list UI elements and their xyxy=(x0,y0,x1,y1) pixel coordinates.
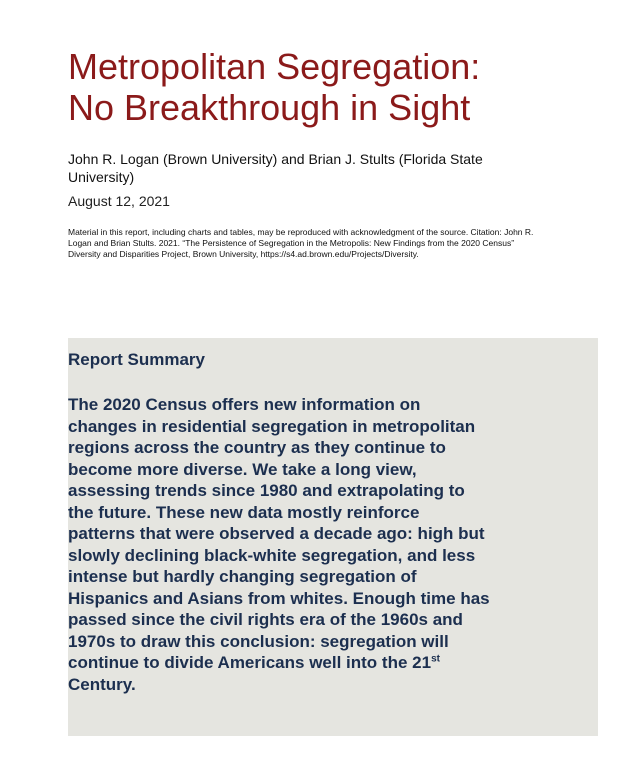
title-line-1: Metropolitan Segregation: xyxy=(68,46,481,87)
summary-line: become more diverse. We take a long view, xyxy=(68,459,417,479)
citation-note: Material in this report, including charts and tables, may be reproduced with acknowledgment of the source. Citation: John R. Logan and Brian Stults. 2021. “The Persistence of Segregation in the Metropolis: New Findings from the 2020 Census” Diversity and Disparities Project, Brown University, https://s4.ad.brown.edu/Projects/Diversity. xyxy=(68,227,534,259)
report-title xyxy=(68,46,588,128)
summary-line: The 2020 Census offers new information on xyxy=(68,395,421,414)
ordinal-superscript: st xyxy=(431,653,440,665)
report-date: August 12, 2021 xyxy=(68,193,170,209)
summary-line xyxy=(68,652,588,674)
summary-line: passed since the civil rights era of the 1960s and xyxy=(68,610,463,629)
summary-line: the future. These new data mostly reinforce xyxy=(68,502,420,522)
summary-heading: Report Summary xyxy=(68,350,205,369)
title-line-2: No Breakthrough in Sight xyxy=(68,87,471,128)
summary-body xyxy=(68,394,588,695)
summary-line: patterns that were observed a decade ago: high but xyxy=(68,524,485,543)
summary-line: slowly declining black-white segregation, and less xyxy=(68,545,476,565)
summary-line: assessing trends since 1980 and extrapolating to xyxy=(68,481,465,500)
summary-line: 1970s to draw this conclusion: segregation will xyxy=(68,631,449,651)
summary-line: Hispanics and Asians from whites. Enough time has xyxy=(68,588,490,608)
summary-line-text: continue to divide Americans well into the 21 xyxy=(68,653,432,672)
authors: John R. Logan (Brown University) and Brian J. Stults (Florida State University) xyxy=(68,151,483,185)
summary-line: intense but hardly changing segregation of xyxy=(68,567,417,586)
summary-line: Century. xyxy=(68,674,136,694)
summary-line: changes in residential segregation in metropolitan xyxy=(68,416,476,436)
summary-line: regions across the country as they continue to xyxy=(68,438,446,457)
